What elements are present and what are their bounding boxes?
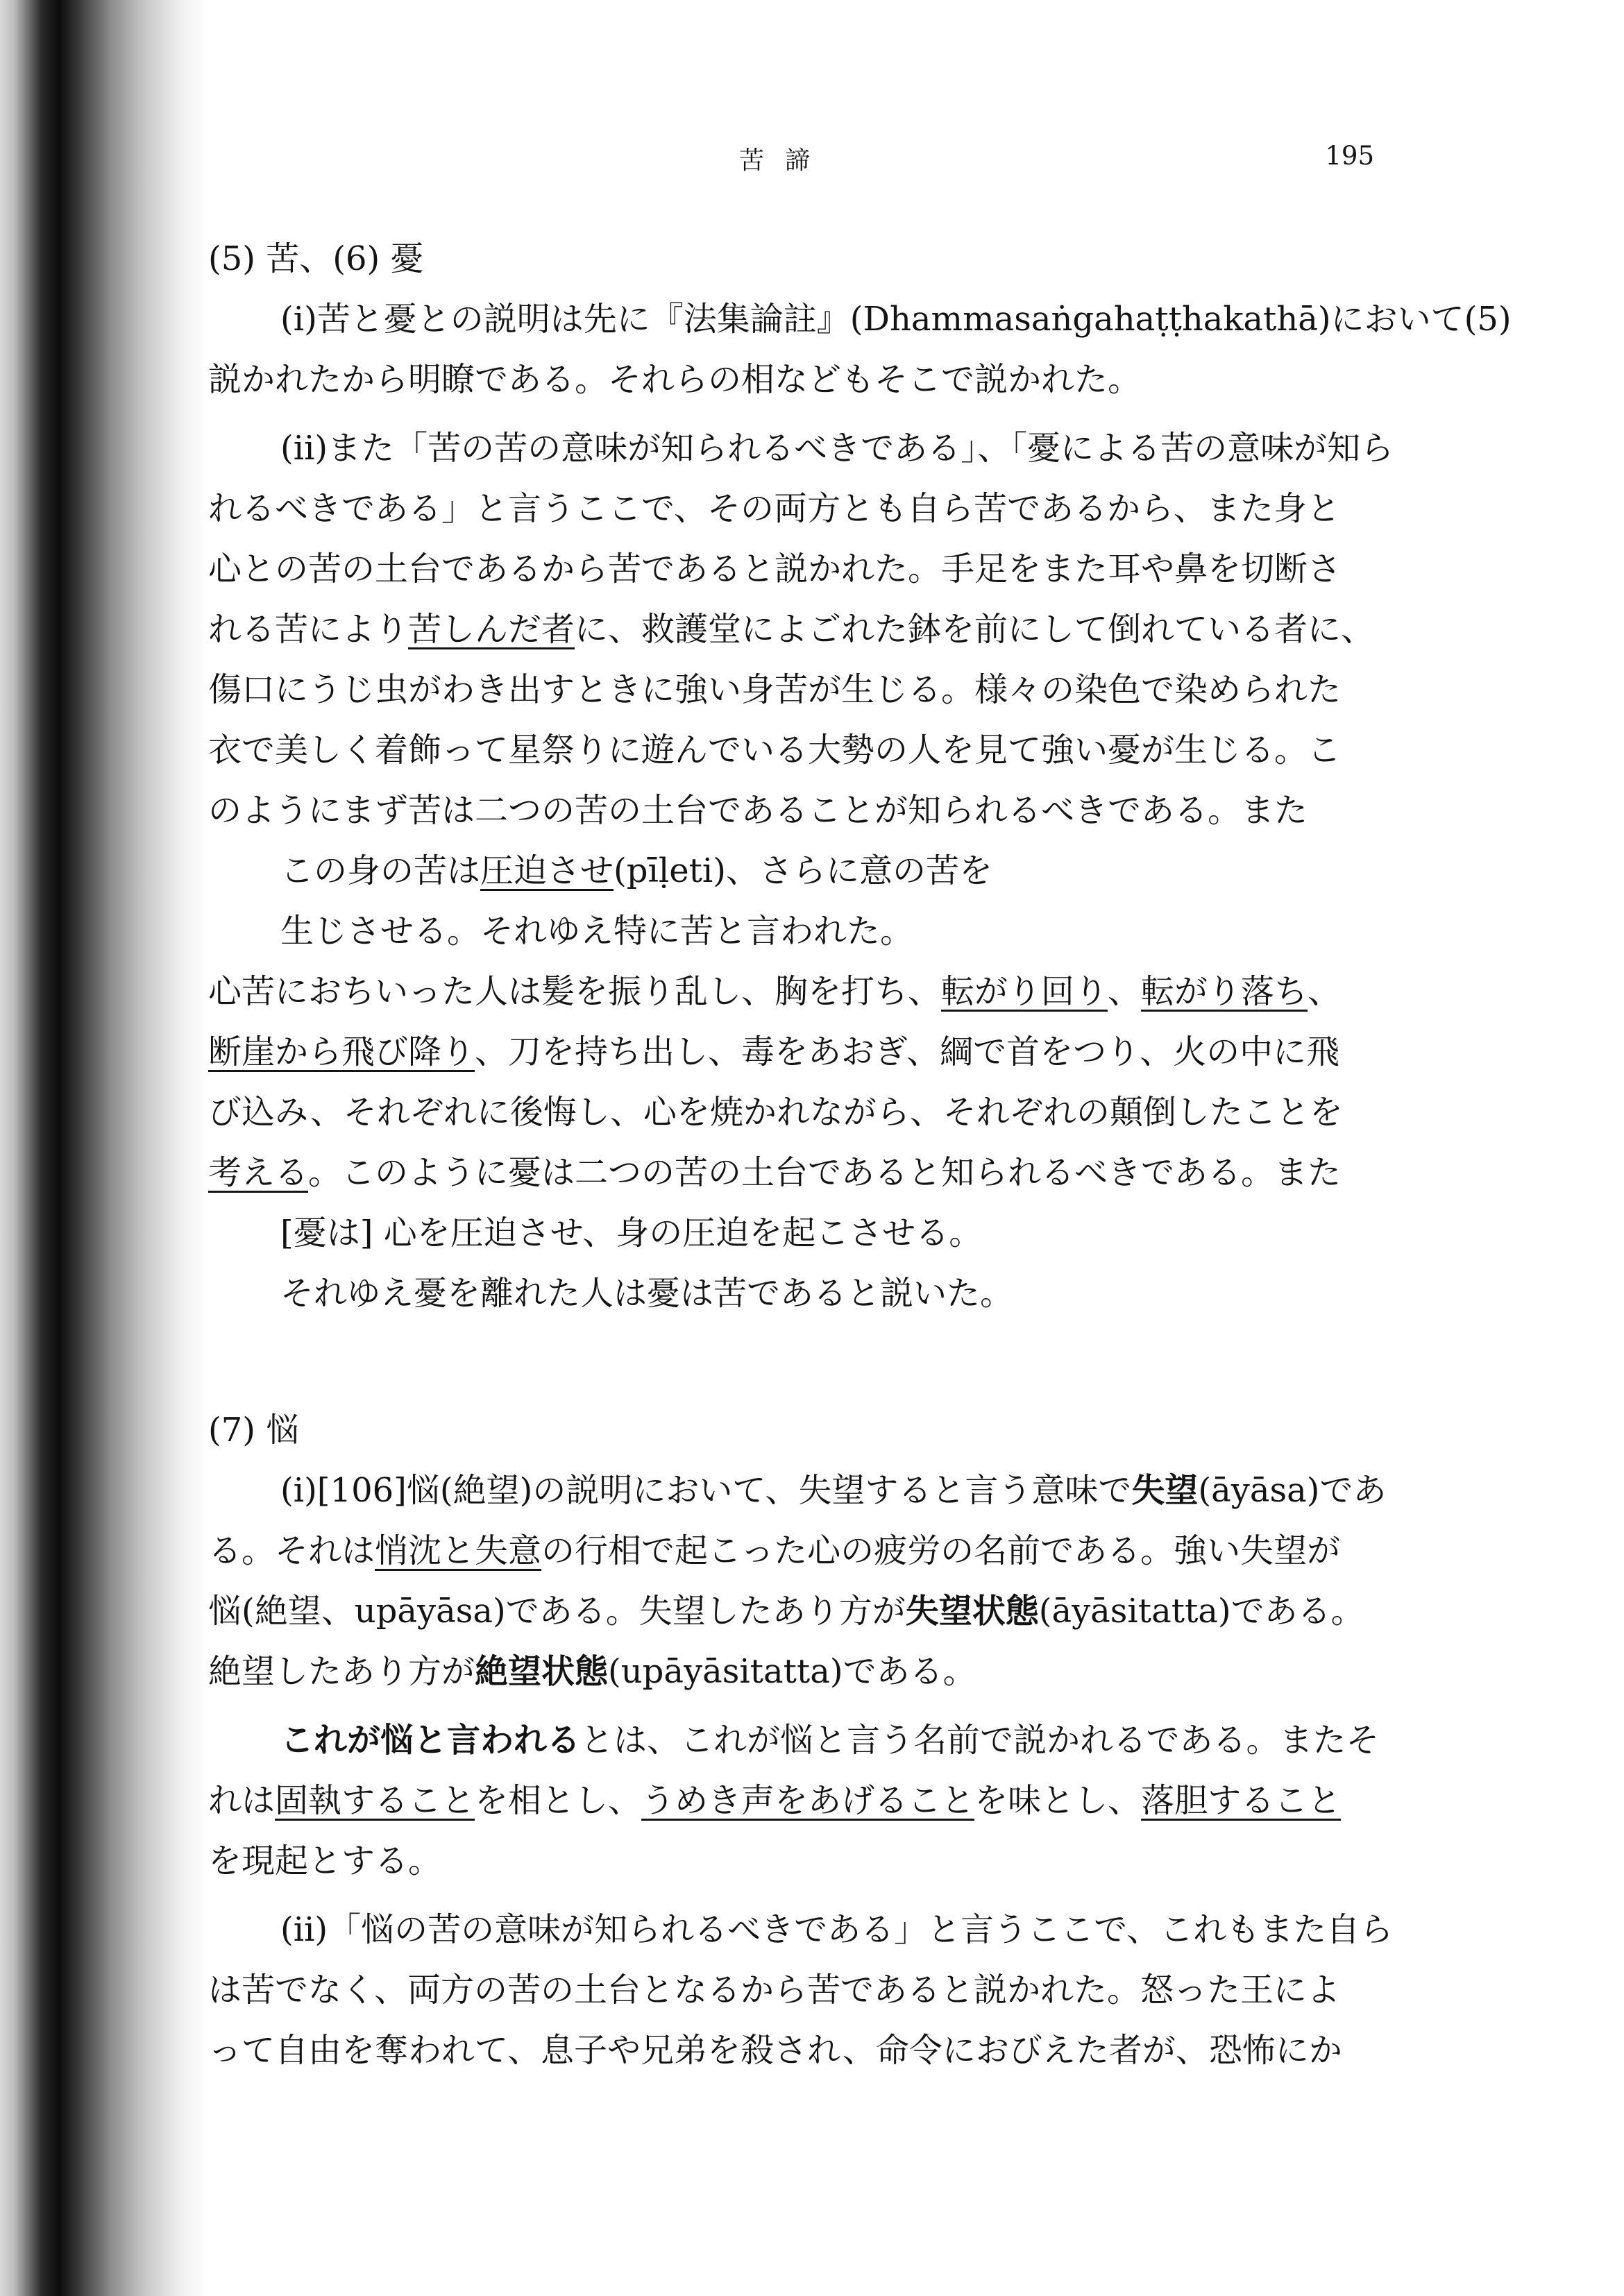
- paragraph-line: 説かれたから明瞭である。それらの相などもそこで説かれた。: [208, 360, 1142, 399]
- paragraph-line: [208, 1143, 1416, 1203]
- paragraph-line: [208, 1771, 1416, 1831]
- paragraph-line: [208, 1022, 1416, 1082]
- page-number: 195: [1325, 141, 1374, 171]
- paragraph-line: を現起とする。: [208, 1842, 442, 1880]
- text-run: 。このように憂は二つの苦の土台であると知られるべきである。また: [308, 1153, 1342, 1192]
- paragraph-line: [208, 1461, 1416, 1521]
- underlined-term: 苦しんだ者: [408, 610, 575, 649]
- paragraph-line: 衣で美しく着飾って星祭りに遊んでいる大勢の人を見て強い憂が生じる。こ: [208, 731, 1342, 769]
- text-run: を相とし、: [475, 1781, 642, 1820]
- paragraph-line: 傷口にうじ虫がわき出すときに強い身苦が生じる。様々の染色で染められた: [208, 670, 1342, 709]
- running-header-title: 苦諦: [739, 146, 831, 175]
- text-run: とは、これが悩と言う名前で説かれるである。またそ: [580, 1721, 1380, 1760]
- text-run: (upāyāsitatta)である。: [608, 1652, 976, 1691]
- paragraph-line: [208, 599, 1416, 660]
- text-run: 、刀を持ち出し、毒をあおぎ、綱で首をつり、火の中に飛: [475, 1032, 1340, 1071]
- text-run: (āyāsitatta)である。: [1038, 1592, 1364, 1631]
- underlined-term: 圧迫させ: [480, 851, 614, 890]
- underlined-term: うめき声をあげること: [641, 1781, 975, 1820]
- paragraph-line: [208, 1581, 1416, 1642]
- underlined-term: 断崖から飛び降り: [208, 1032, 475, 1071]
- paragraph-line: のようにまず苦は二つの苦の土台であることが知られるべきである。また: [208, 791, 1308, 830]
- verse-line: 生じさせる。それゆえ特に苦と言われた。: [280, 912, 914, 951]
- paragraph-line: び込み、それぞれに後悔し、心を焼かれながら、それぞれの顛倒したことを: [208, 1093, 1343, 1132]
- book-page: [208, 0, 1512, 2296]
- verse-line: それゆえ憂を離れた人は憂は苦であると説いた。: [280, 1274, 1014, 1313]
- page-body: [208, 229, 1512, 2081]
- text-run: 心苦におちいった人は髪を振り乱し、胸を打ち、: [208, 972, 942, 1011]
- text-run: を味とし、: [974, 1781, 1142, 1820]
- underlined-term: 転がり回り: [941, 972, 1108, 1011]
- text-run: の行相で起こった心の疲労の名前である。強い失望が: [541, 1531, 1341, 1570]
- text-run: 、: [1108, 972, 1142, 1011]
- bold-term: 絶望状態: [475, 1652, 609, 1691]
- verse-line: [208, 841, 1416, 901]
- underlined-term: 転がり落ち: [1141, 972, 1308, 1011]
- text-run: (i)[106]悩(絶望)の説明において、失望すると言う意味で: [280, 1471, 1132, 1510]
- bold-term: 失望: [1131, 1471, 1199, 1510]
- text-run: (āyāsa)であ: [1198, 1471, 1387, 1510]
- paragraph-line: れるべきである」と言うここで、その両方とも自ら苦であるから、また身と: [208, 489, 1341, 528]
- text-run: れる苦により: [208, 610, 409, 649]
- text-run: 悩(絶望、upāyāsa)である。失望したあり方が: [208, 1592, 906, 1631]
- text-run: 、: [1308, 972, 1342, 1011]
- book-gutter-shadow: [0, 0, 208, 2296]
- text-run: 絶望したあり方が: [208, 1652, 475, 1691]
- verse-line: [憂は] 心を圧迫させ、身の圧迫を起こさせる。: [280, 1214, 983, 1252]
- text-run: (pīḷeti)、さらに意の苦を: [614, 851, 992, 890]
- text-run: る。それは: [208, 1531, 375, 1570]
- paragraph-line: (i)苦と憂との説明は先に『法集論註』(Dhammasaṅgahaṭṭhakathā)において(5): [280, 300, 1512, 339]
- underlined-term: 落胆すること: [1141, 1781, 1342, 1820]
- bold-term: これが悩と言われる: [280, 1721, 581, 1760]
- section-heading-7: (7) 悩: [208, 1411, 300, 1449]
- text-run: に、救護堂によごれた鉢を前にして倒れている者に、: [575, 610, 1375, 649]
- paragraph-line: (ii)また「苦の苦の意味が知られるべきである」、「憂による苦の意味が知ら: [280, 429, 1394, 468]
- paragraph-line: は苦でなく、両方の苦の土台となるから苦であると説かれた。怒った王によ: [208, 1971, 1341, 2009]
- paragraph-line: 心との苦の土台であるから苦であると説かれた。手足をまた耳や鼻を切断さ: [208, 550, 1342, 588]
- underlined-term: 考える: [208, 1153, 309, 1192]
- text-run: この身の苦は: [280, 851, 481, 890]
- text-run: れは: [208, 1781, 276, 1820]
- paragraph-line: [208, 962, 1416, 1022]
- paragraph-line: (ii)「悩の苦の意味が知られるべきである」と言うここで、これもまた自ら: [280, 1910, 1394, 1949]
- bold-term: 失望状態: [905, 1592, 1039, 1631]
- paragraph-line: って自由を奪われて、息子や兄弟を殺され、命令におびえた者が、恐怖にか: [208, 2031, 1342, 2070]
- paragraph-line: [208, 1521, 1416, 1581]
- section-heading-5-6: (5) 苦、(6) 憂: [208, 239, 424, 278]
- underlined-term: 悄沈と失意: [375, 1531, 542, 1570]
- paragraph-line: [208, 1642, 1416, 1702]
- underlined-term: 固執すること: [275, 1781, 475, 1820]
- paragraph-line: [208, 1710, 1416, 1771]
